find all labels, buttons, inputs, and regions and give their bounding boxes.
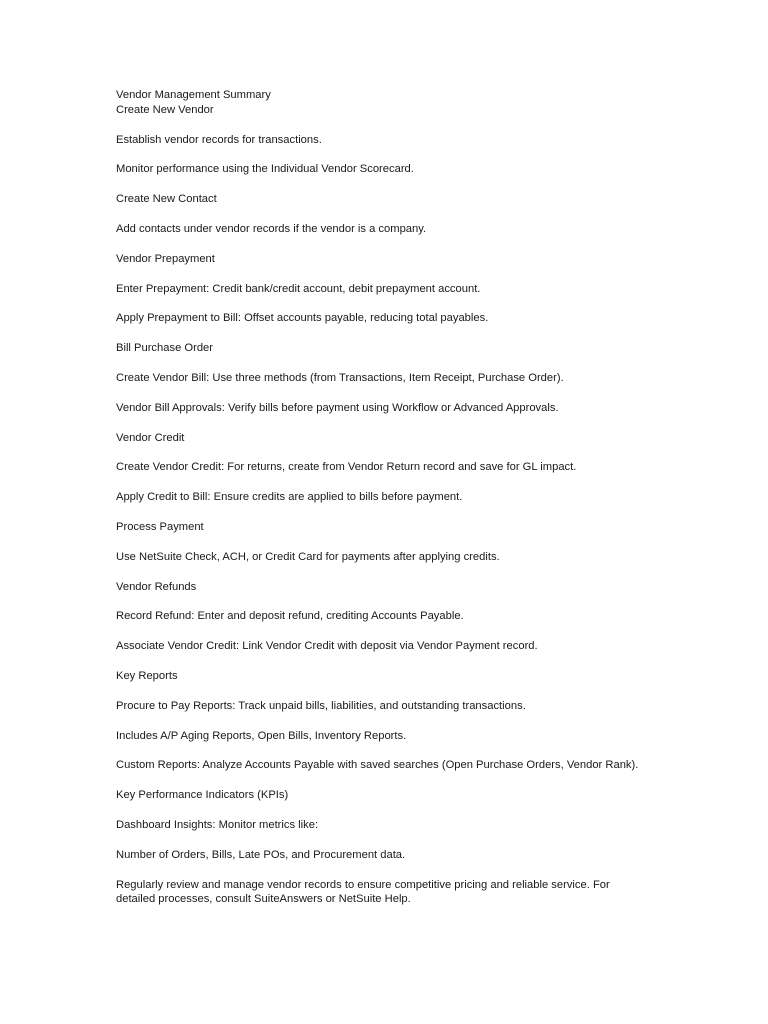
paragraph: Apply Credit to Bill: Ensure credits are applied to bills before payment.	[116, 491, 463, 504]
section-heading: Key Reports	[116, 669, 178, 682]
section-heading: Create New Contact	[116, 193, 217, 206]
paragraph: Number of Orders, Bills, Late POs, and Procurement data.	[116, 848, 406, 861]
paragraph: Dashboard Insights: Monitor metrics like:	[116, 818, 319, 831]
paragraph: Use NetSuite Check, ACH, or Credit Card for payments after applying credits.	[116, 550, 500, 563]
section-heading: Vendor Credit	[116, 431, 185, 444]
paragraph: Enter Prepayment: Credit bank/credit account, debit prepayment account.	[116, 282, 481, 295]
paragraph: Procure to Pay Reports: Track unpaid bills, liabilities, and outstanding transactions.	[116, 699, 526, 712]
document-subtitle: Create New Vendor	[116, 103, 214, 116]
paragraph: Custom Reports: Analyze Accounts Payable with saved searches (Open Purchase Orders, Vendor Rank).	[116, 759, 639, 772]
paragraph: Establish vendor records for transactions.	[116, 133, 322, 146]
paragraph: Add contacts under vendor records if the vendor is a company.	[116, 222, 427, 235]
paragraph: Associate Vendor Credit: Link Vendor Credit with deposit via Vendor Payment record.	[116, 640, 538, 653]
section-heading: Vendor Refunds	[116, 580, 197, 593]
section-heading: Key Performance Indicators (KPIs)	[116, 789, 289, 802]
section-heading: Bill Purchase Order	[116, 342, 213, 355]
document-title: Vendor Management Summary	[116, 89, 271, 101]
section-heading: Process Payment	[116, 520, 204, 533]
title-block	[116, 88, 646, 118]
paragraph: Apply Prepayment to Bill: Offset accounts payable, reducing total payables.	[116, 312, 489, 325]
paragraph: Vendor Bill Approvals: Verify bills before payment using Workflow or Advanced Approvals.	[116, 401, 559, 414]
paragraph: Includes A/P Aging Reports, Open Bills, Inventory Reports.	[116, 729, 407, 742]
paragraph: Create Vendor Credit: For returns, create from Vendor Return record and save for GL impact.	[116, 461, 577, 474]
section-heading: Vendor Prepayment	[116, 252, 215, 265]
paragraph: Create Vendor Bill: Use three methods (from Transactions, Item Receipt, Purchase Order).	[116, 371, 564, 384]
paragraph: Record Refund: Enter and deposit refund, crediting Accounts Payable.	[116, 610, 464, 623]
document-body	[116, 88, 646, 907]
paragraph: Monitor performance using the Individual Vendor Scorecard.	[116, 163, 414, 176]
paragraph: Regularly review and manage vendor records to ensure competitive pricing and reliable service. For detailed processes, consult SuiteAnswers or NetSuite Help.	[116, 878, 610, 906]
